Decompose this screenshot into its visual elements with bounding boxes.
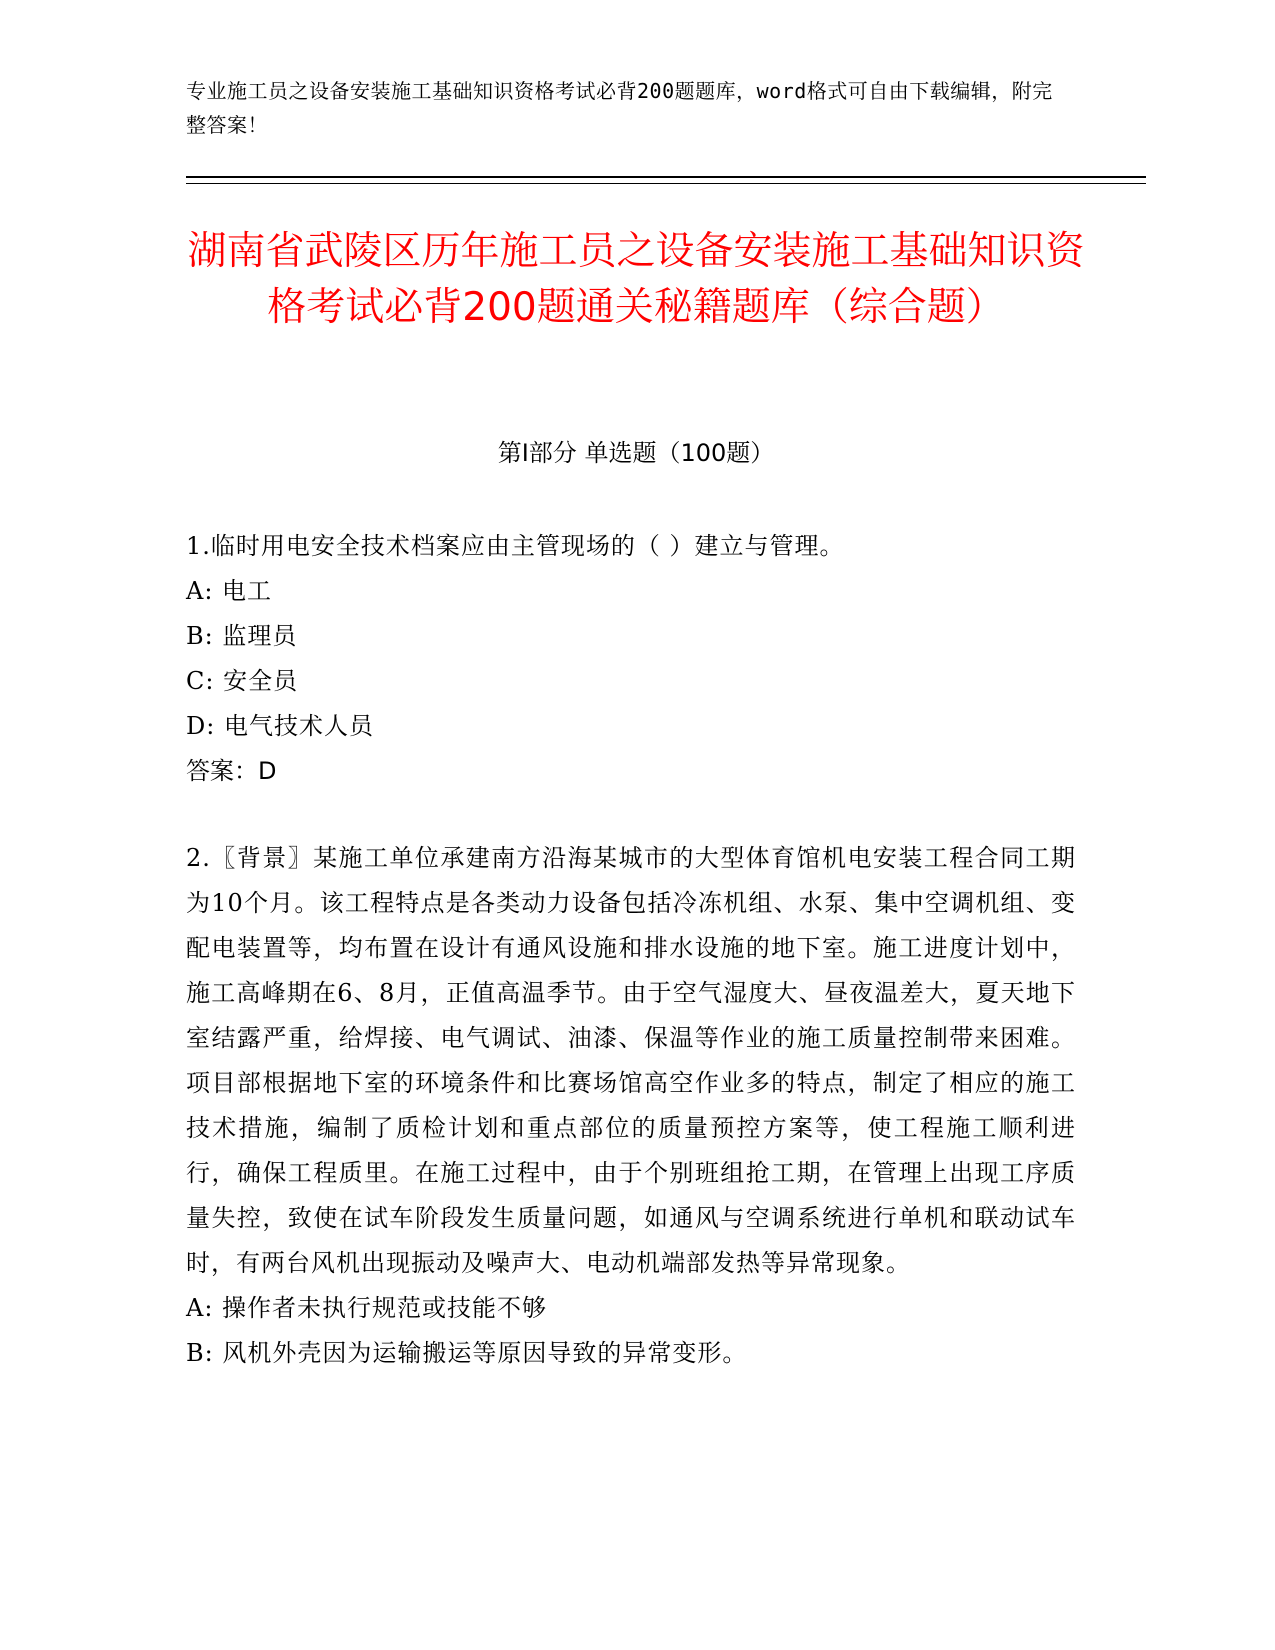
option-c: C: 安全员 <box>186 667 299 695</box>
question-stem: 1.临时用电安全技术档案应由主管现场的（ ）建立与管理。 <box>186 532 845 560</box>
question-stem: 2.〖背景〗某施工单位承建南方沿海某城市的大型体育馆机电安装工程合同工期为10个月。该工程特点是各类动力设备包括冷冻机组、水泵、集中空调机组、变配电装置等，均布置在设计有通风设施和排水设施的地下室。施工进度计划中，施工高峰期在6、8月，正值高温季节。由于空气湿度大、昼夜温差大，夏天地下室结露严重，给焊接、电气调试、油漆、保温等作业的施工质量控制带来困难。项目部根据地下室的环境条件和比赛场馆高空作业多的特点，制定了相应的施工技术措施，编制了质检计划和重点部位的质量预控方案等，使工程施工顺利进行，确保工程质里。在施工过程中，由于个别班组抢工期，在管理上出现工序质量失控，致使在试车阶段发生质量问题，如通风与空调系统进行单机和联动试车时，有两台风机出现振动及噪声大、电动机端部发热等异常现象。 <box>186 844 1076 1277</box>
header-divider-thick <box>186 176 1146 178</box>
option-a: A: 电工 <box>186 577 273 605</box>
header-note: 专业施工员之设备安装施工基础知识资格考试必背200题题库，word格式可自由下载编辑，附完整答案！ <box>186 79 1053 137</box>
option-b: B: 监理员 <box>186 622 298 650</box>
document-title: 湖南省武陵区历年施工员之设备安装施工基础知识资格考试必背200题通关秘籍题库（综合题） <box>187 229 1085 330</box>
question-2 <box>186 836 1076 1376</box>
option-d: D: 电气技术人员 <box>186 712 374 740</box>
question-1 <box>186 524 1076 794</box>
answer: 答案：D <box>186 757 277 785</box>
option-a: A: 操作者未执行规范或技能不够 <box>186 1294 548 1322</box>
section-heading: 第I部分 单选题（100题） <box>497 439 775 467</box>
header-divider-thin <box>186 183 1146 184</box>
option-b: B: 风机外壳因为运输搬运等原因导致的异常变形。 <box>186 1339 748 1367</box>
